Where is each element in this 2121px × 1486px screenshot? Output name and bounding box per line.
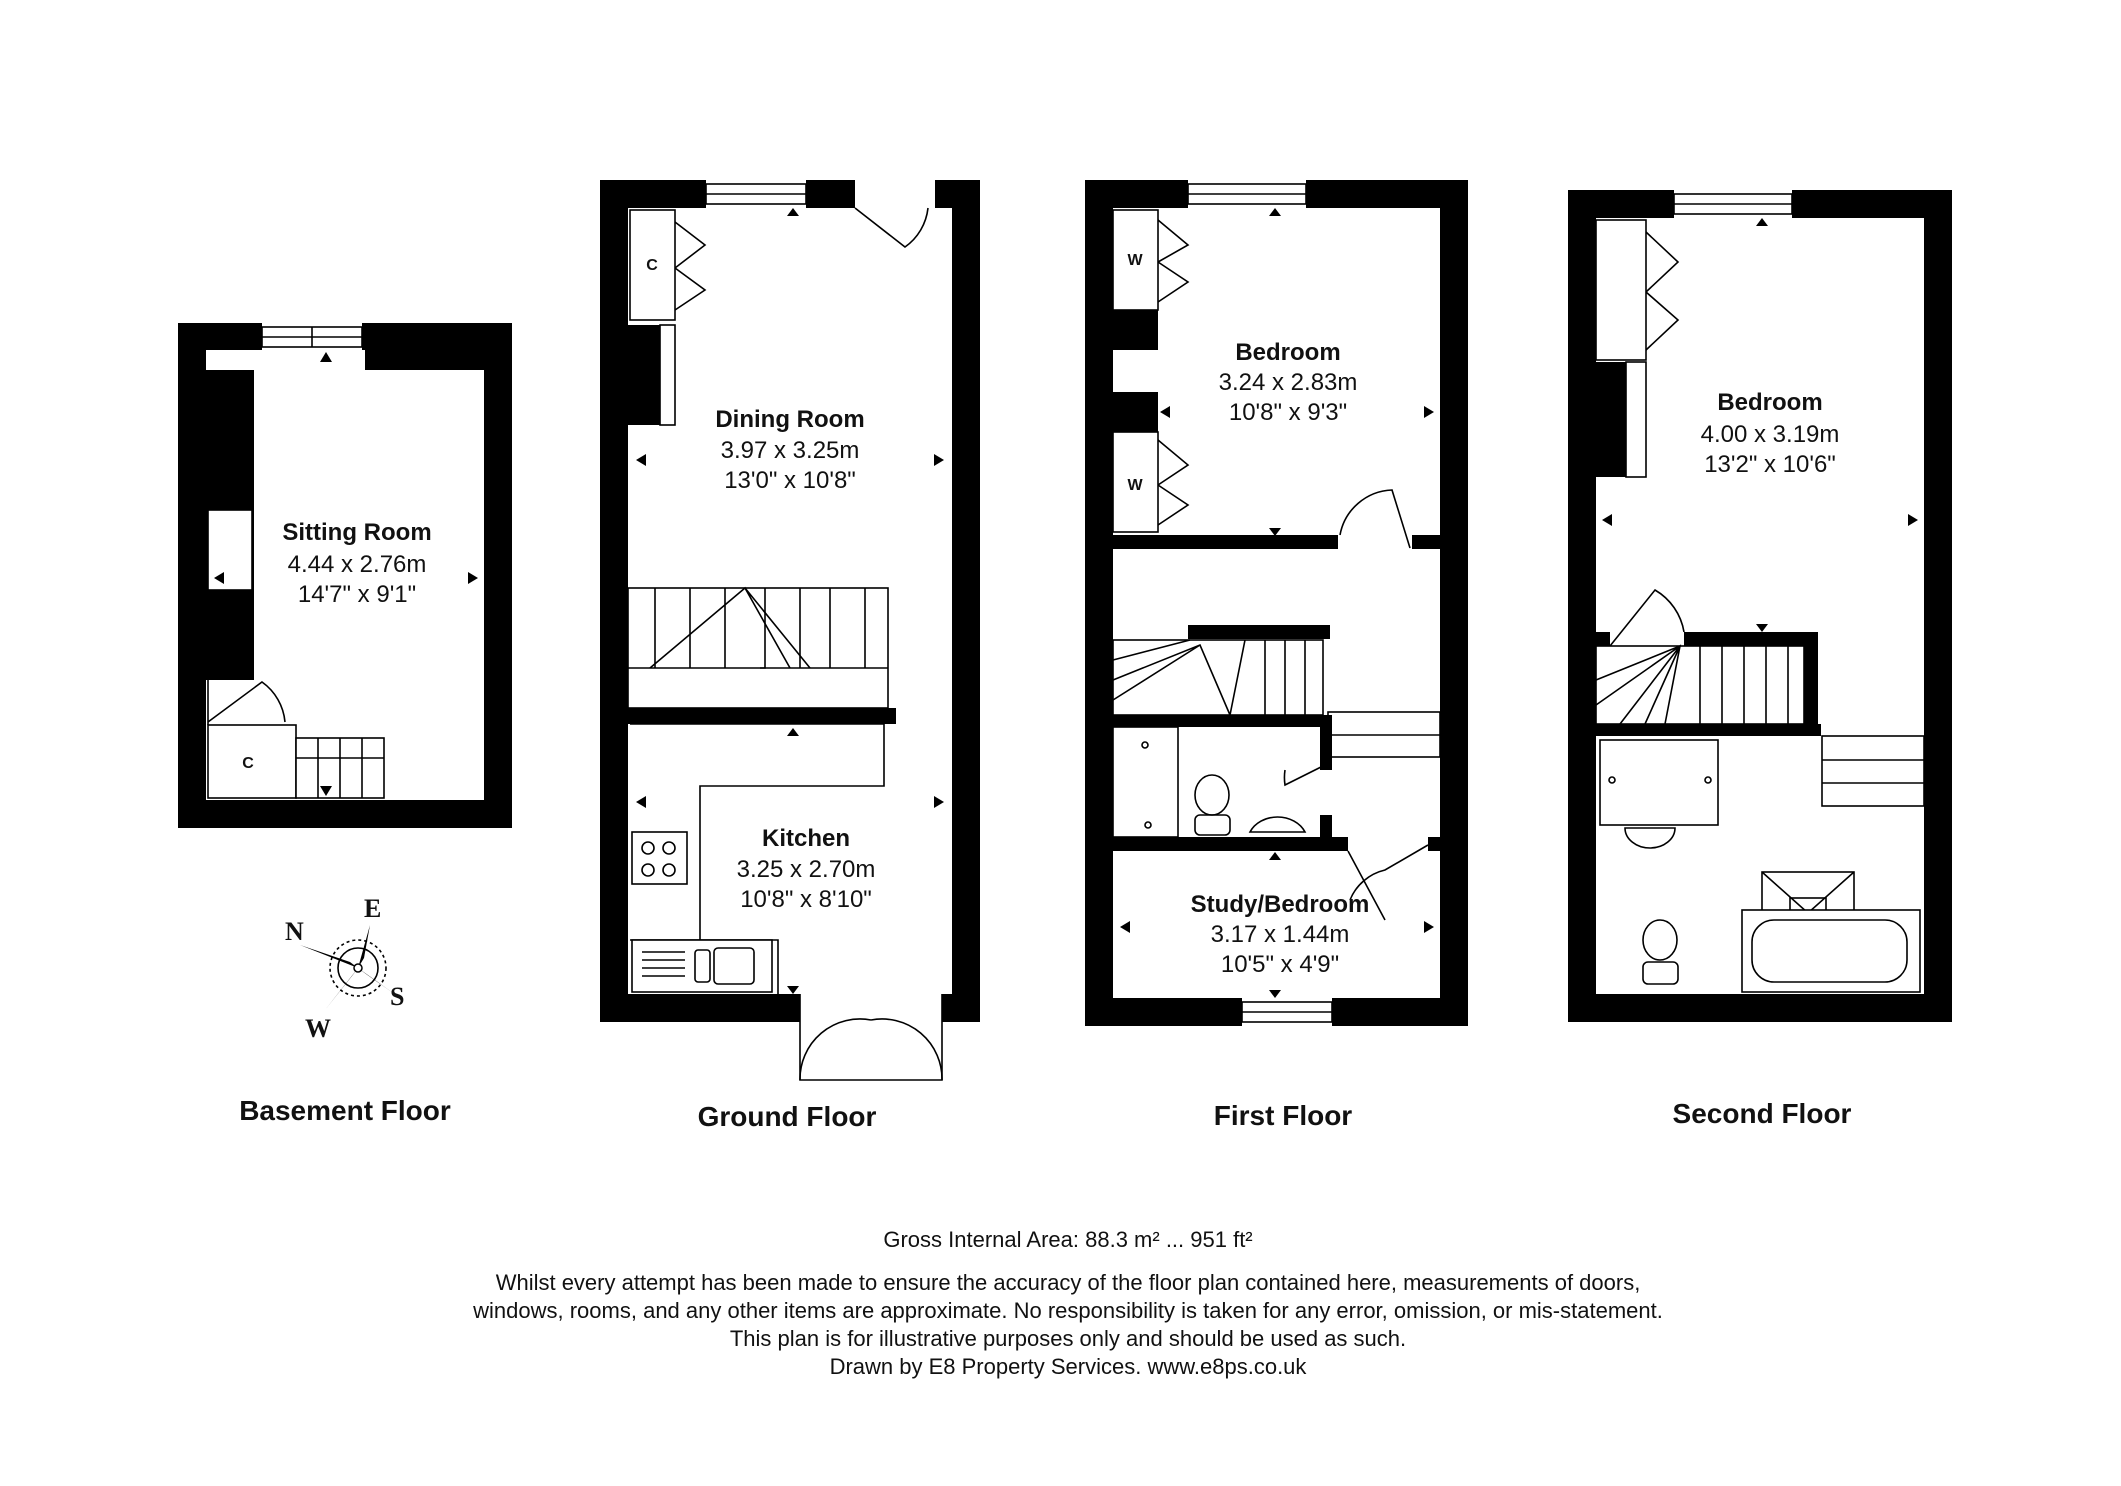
- disclaimer-line-1: Whilst every attempt has been made to ensure the accuracy of the floor plan contained here, measurements of doors,: [495, 1270, 1641, 1295]
- ground-floor-label: Ground Floor: [697, 1101, 877, 1132]
- disclaimer-line-3: This plan is for illustrative purposes only and should be used as such.: [729, 1326, 1407, 1351]
- study-bedroom-metric: 3.17 x 1.44m: [1210, 921, 1350, 948]
- sitting-room-metric: 4.44 x 2.76m: [287, 551, 427, 578]
- compass-icon: [285, 894, 404, 1043]
- compass-s: S: [390, 982, 405, 1011]
- first-wardrobe-2-label: W: [1127, 477, 1143, 494]
- first-bedroom-imperial: 10'8" x 9'3": [1228, 399, 1348, 426]
- second-floor-label: Second Floor: [1672, 1098, 1852, 1129]
- sitting-room-imperial: 14'7" x 9'1": [297, 581, 417, 608]
- footer: [472, 1227, 1663, 1379]
- kitchen-metric: 3.25 x 2.70m: [736, 856, 876, 883]
- study-bedroom-imperial: 10'5" x 4'9": [1220, 951, 1340, 978]
- dining-room-imperial: 13'0" x 10'8": [724, 467, 856, 494]
- basement-floor-plan: [178, 323, 512, 828]
- kitchen-imperial: 10'8" x 8'10": [740, 886, 872, 913]
- first-floor-plan: [1085, 180, 1468, 1026]
- first-bedroom-name: Bedroom: [1235, 339, 1341, 366]
- kitchen-name: Kitchen: [761, 825, 851, 852]
- gross-internal-area: Gross Internal Area: 88.3 m² ... 951 ft²: [883, 1227, 1253, 1252]
- second-bedroom-metric: 4.00 x 3.19m: [1700, 421, 1840, 448]
- first-bedroom-metric: 3.24 x 2.83m: [1218, 369, 1358, 396]
- study-bedroom-name: Study/Bedroom: [1190, 891, 1370, 918]
- basement-floor-label: Basement Floor: [239, 1095, 451, 1126]
- sitting-room-name: Sitting Room: [282, 519, 432, 546]
- dining-room-name: Dining Room: [715, 406, 865, 433]
- second-floor-plan: [1568, 190, 1952, 1022]
- ground-floor-plan: [600, 180, 980, 1080]
- ground-cupboard-label: C: [646, 257, 658, 274]
- compass-n: N: [285, 917, 304, 946]
- disclaimer-line-2: windows, rooms, and any other items are approximate. No responsibility is taken for any error, omission, or mis-statement.: [473, 1298, 1663, 1323]
- credit-line: Drawn by E8 Property Services. www.e8ps.co.uk: [829, 1354, 1307, 1379]
- second-bedroom-imperial: 13'2" x 10'6": [1704, 451, 1836, 478]
- dining-room-metric: 3.97 x 3.25m: [720, 437, 860, 464]
- compass-w: W: [305, 1014, 331, 1043]
- first-floor-label: First Floor: [1213, 1100, 1353, 1131]
- first-wardrobe-1-label: W: [1127, 252, 1143, 269]
- second-bedroom-name: Bedroom: [1717, 389, 1823, 416]
- compass-e: E: [364, 894, 382, 923]
- basement-cupboard-label: C: [242, 755, 254, 772]
